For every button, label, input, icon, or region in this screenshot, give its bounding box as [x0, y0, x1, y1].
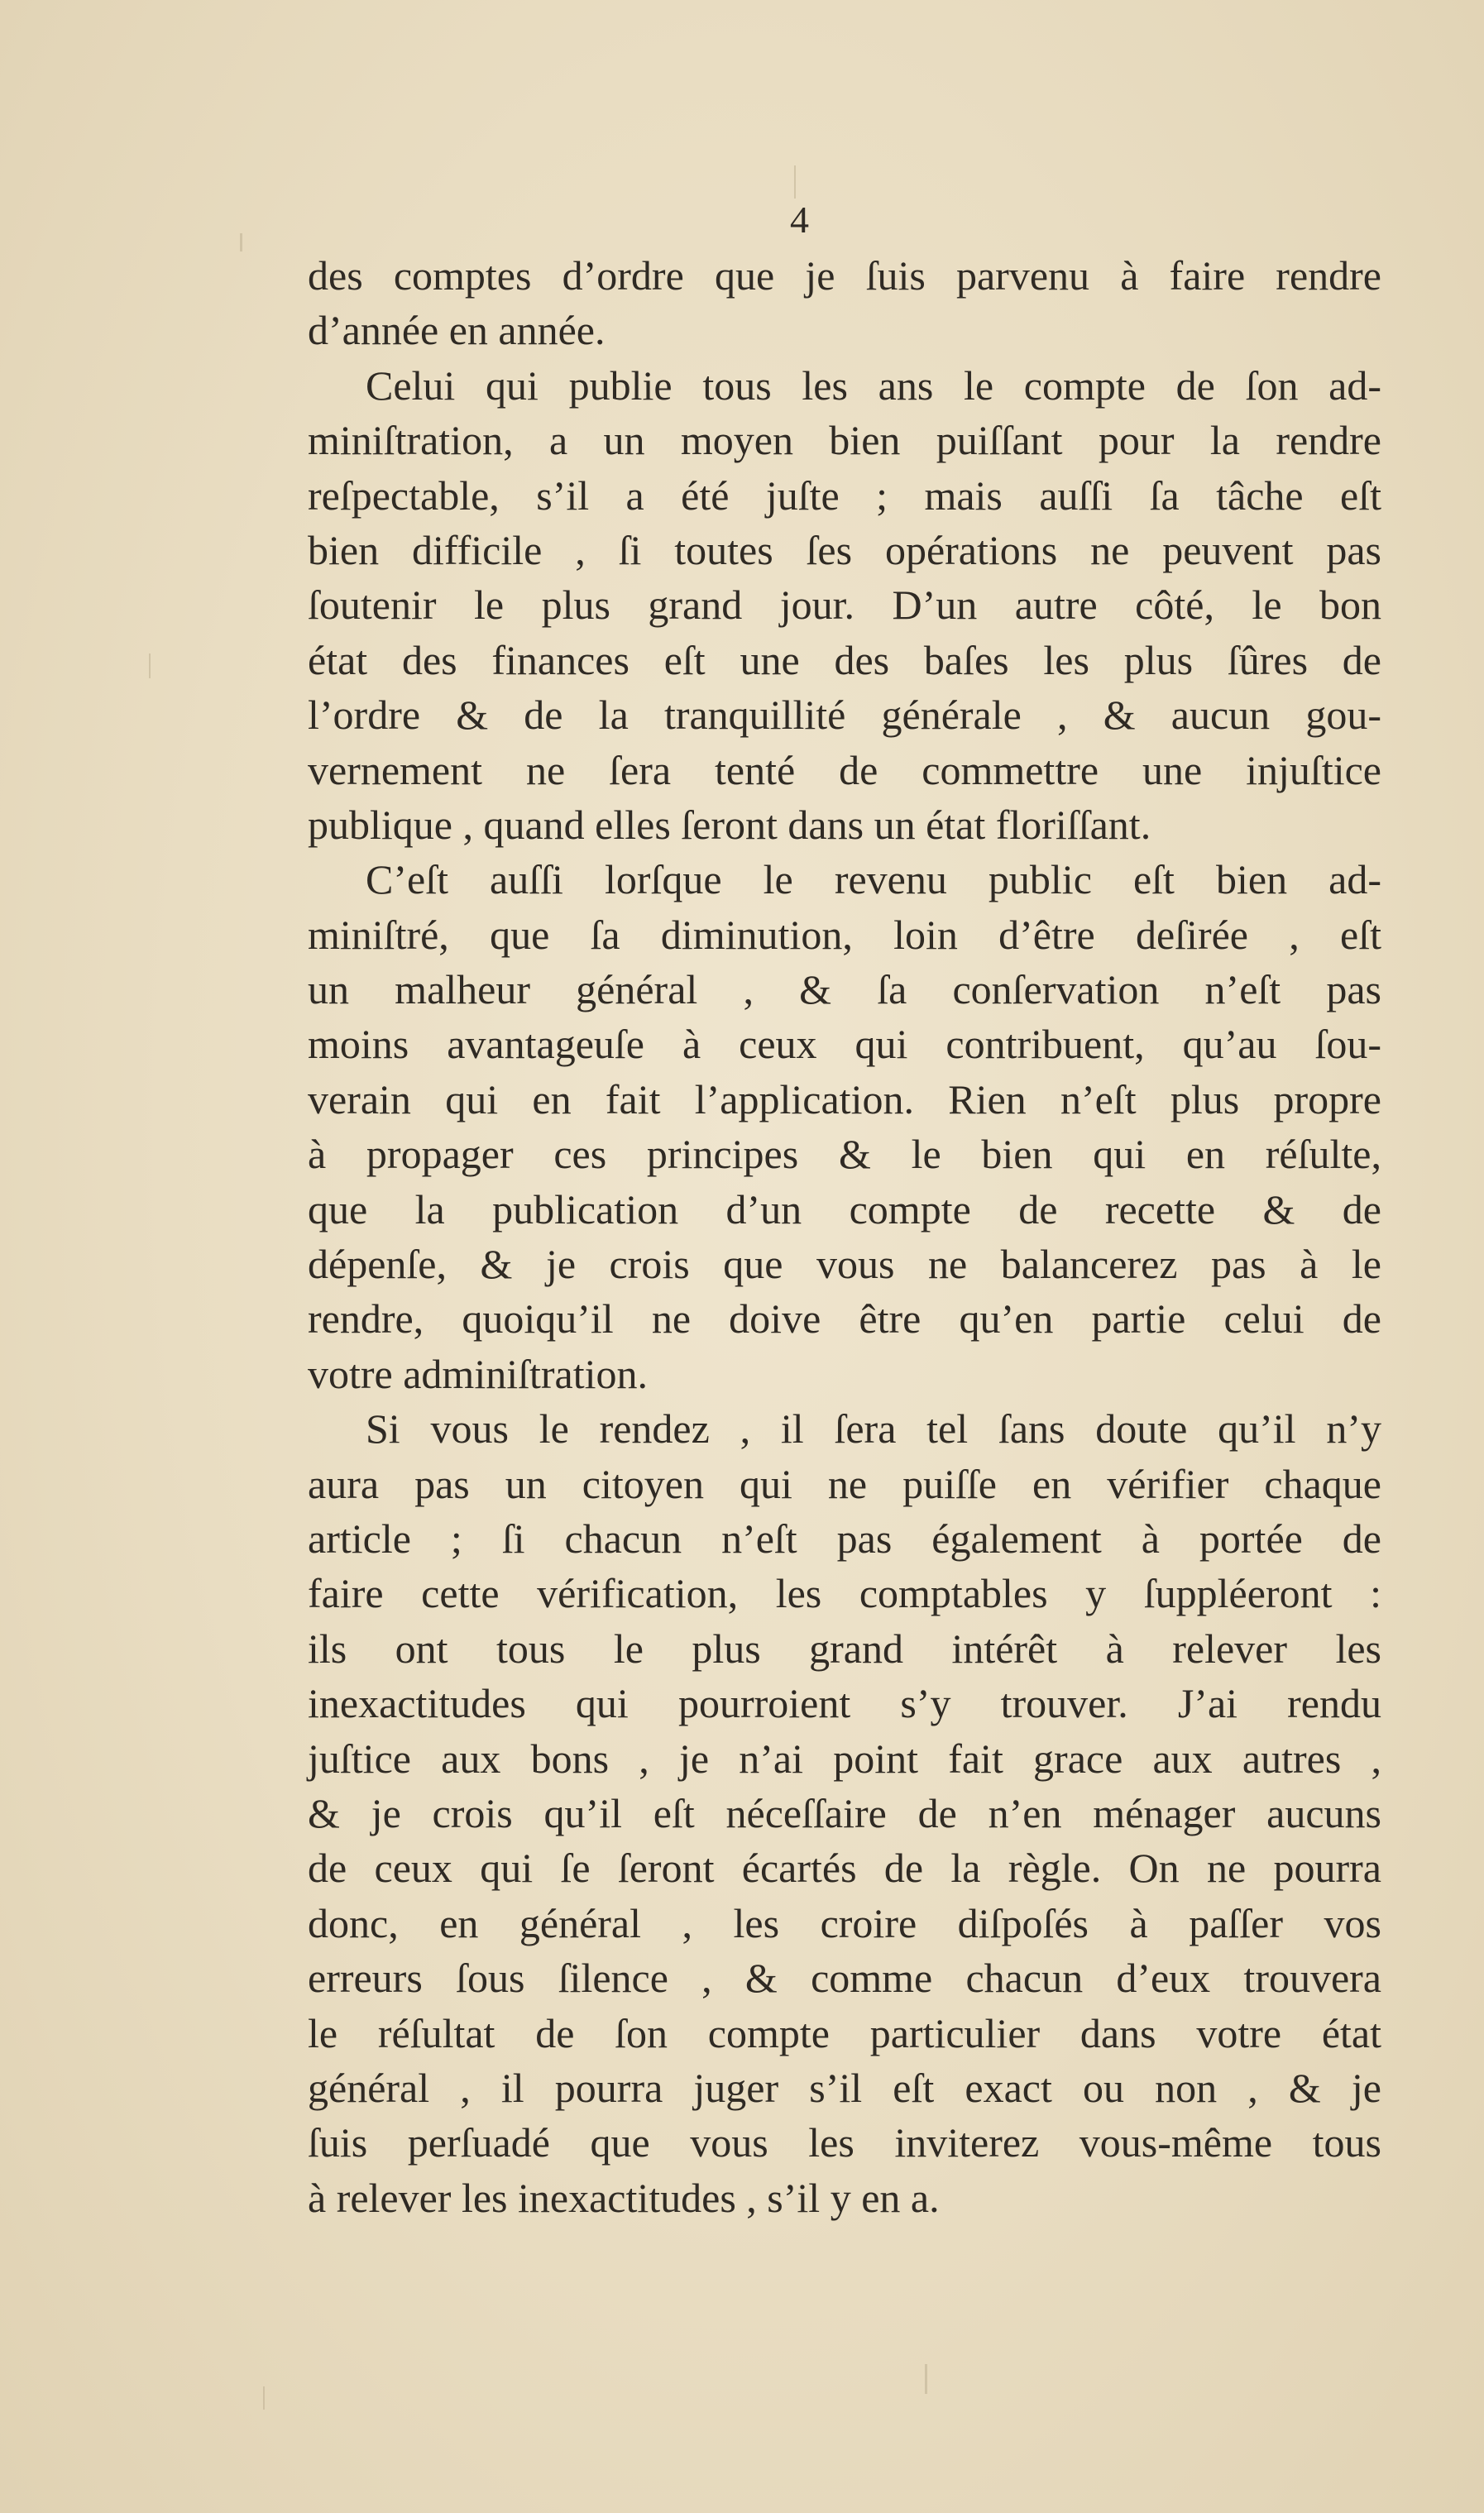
paper-speck — [925, 2364, 927, 2394]
paper-speck — [263, 2386, 265, 2410]
text-line: inexactitudes qui pourroient s’y trouver. J’ai rendu — [308, 1680, 1381, 1727]
text-line: un malheur général , & ſa conſervation n’eſt pas — [308, 966, 1381, 1013]
text-line: bien difficile , ſi toutes ſes opérations ne peuvent pas — [308, 526, 1381, 573]
text-line: ils ont tous le plus grand intérêt à relever les — [308, 1625, 1381, 1672]
text-line: Si vous le rendez , il ſera tel ſans doute qu’il n’y — [366, 1405, 1381, 1453]
text-line: état des finances eſt une des baſes les plus ſûres de — [308, 636, 1381, 683]
text-line: vernement ne ſera tenté de commettre une injuſtice — [308, 746, 1381, 793]
text-line: l’ordre & de la tranquillité générale , & aucun gou- — [308, 692, 1381, 739]
text-line: de ceux qui ſe ſeront écartés de la règle. On ne pourra — [308, 1845, 1381, 1892]
text-line: général , il pourra juger s’il eſt exact ou non , & je — [308, 2064, 1381, 2111]
text-line: des comptes d’ordre que je ſuis parvenu à faire rendre — [308, 252, 1381, 299]
text-line: que la publication d’un compte de recette & de — [308, 1185, 1381, 1233]
text-line: article ; ſi chacun n’eſt pas également à portée de — [308, 1515, 1381, 1562]
text-line: C’eſt auſſi lorſque le revenu public eſt bien ad- — [366, 856, 1381, 903]
text-line: miniſtration, a un moyen bien puiſſant pour la rendre — [308, 417, 1381, 464]
paper-speck — [240, 233, 242, 251]
paper-speck — [149, 653, 151, 678]
text-line: moins avantageuſe à ceux qui contribuent, qu’au ſou- — [308, 1021, 1381, 1068]
text-line: publique , quand elles ſeront dans un état floriſſant. — [308, 801, 1151, 848]
text-line: reſpectable, s’il a été juſte ; mais auſſi ſa tâche eſt — [308, 471, 1381, 519]
text-line: à relever les inexactitudes , s’il y en a. — [308, 2174, 940, 2221]
text-line: d’année en année. — [308, 307, 606, 354]
text-line: rendre, quoiqu’il ne doive être qu’en partie celui de — [308, 1295, 1381, 1343]
text-line: votre adminiſtration. — [308, 1350, 649, 1397]
text-line: verain qui en fait l’application. Rien n’eſt plus propre — [308, 1075, 1381, 1122]
text-line: erreurs ſous ſilence , & comme chacun d’eux trouvera — [308, 1955, 1381, 2002]
text-line: donc, en général , les croire diſpoſés à paſſer vos — [308, 1899, 1381, 1946]
text-line: ſuis perſuadé que vous les inviterez vous-même tous — [308, 2119, 1381, 2166]
text-line: dépenſe, & je crois que vous ne balancerez pas à le — [308, 1241, 1381, 1288]
text-line: juſtice aux bons , je n’ai point fait grace aux autres , — [308, 1735, 1381, 1782]
text-line: aura pas un citoyen qui ne puiſſe en vérifier chaque — [308, 1460, 1381, 1507]
paper-speck — [794, 165, 796, 199]
text-line: le réſultat de ſon compte particulier dans votre état — [308, 2009, 1381, 2056]
text-line: Celui qui publie tous les ans le compte de ſon ad- — [366, 361, 1381, 409]
text-line: miniſtré, que ſa diminution, loin d’être deſirée , eſt — [308, 911, 1381, 958]
text-line: à propager ces principes & le bien qui en réſulte, — [308, 1131, 1381, 1178]
text-line: faire cette vérification, les comptables y ſuppléeront : — [308, 1570, 1381, 1617]
text-line: ſoutenir le plus grand jour. D’un autre côté, le bon — [308, 582, 1381, 629]
body-text — [308, 248, 1381, 2225]
page-number: 4 — [790, 199, 809, 241]
text-line: & je crois qu’il eſt néceſſaire de n’en ménager aucuns — [308, 1789, 1381, 1836]
